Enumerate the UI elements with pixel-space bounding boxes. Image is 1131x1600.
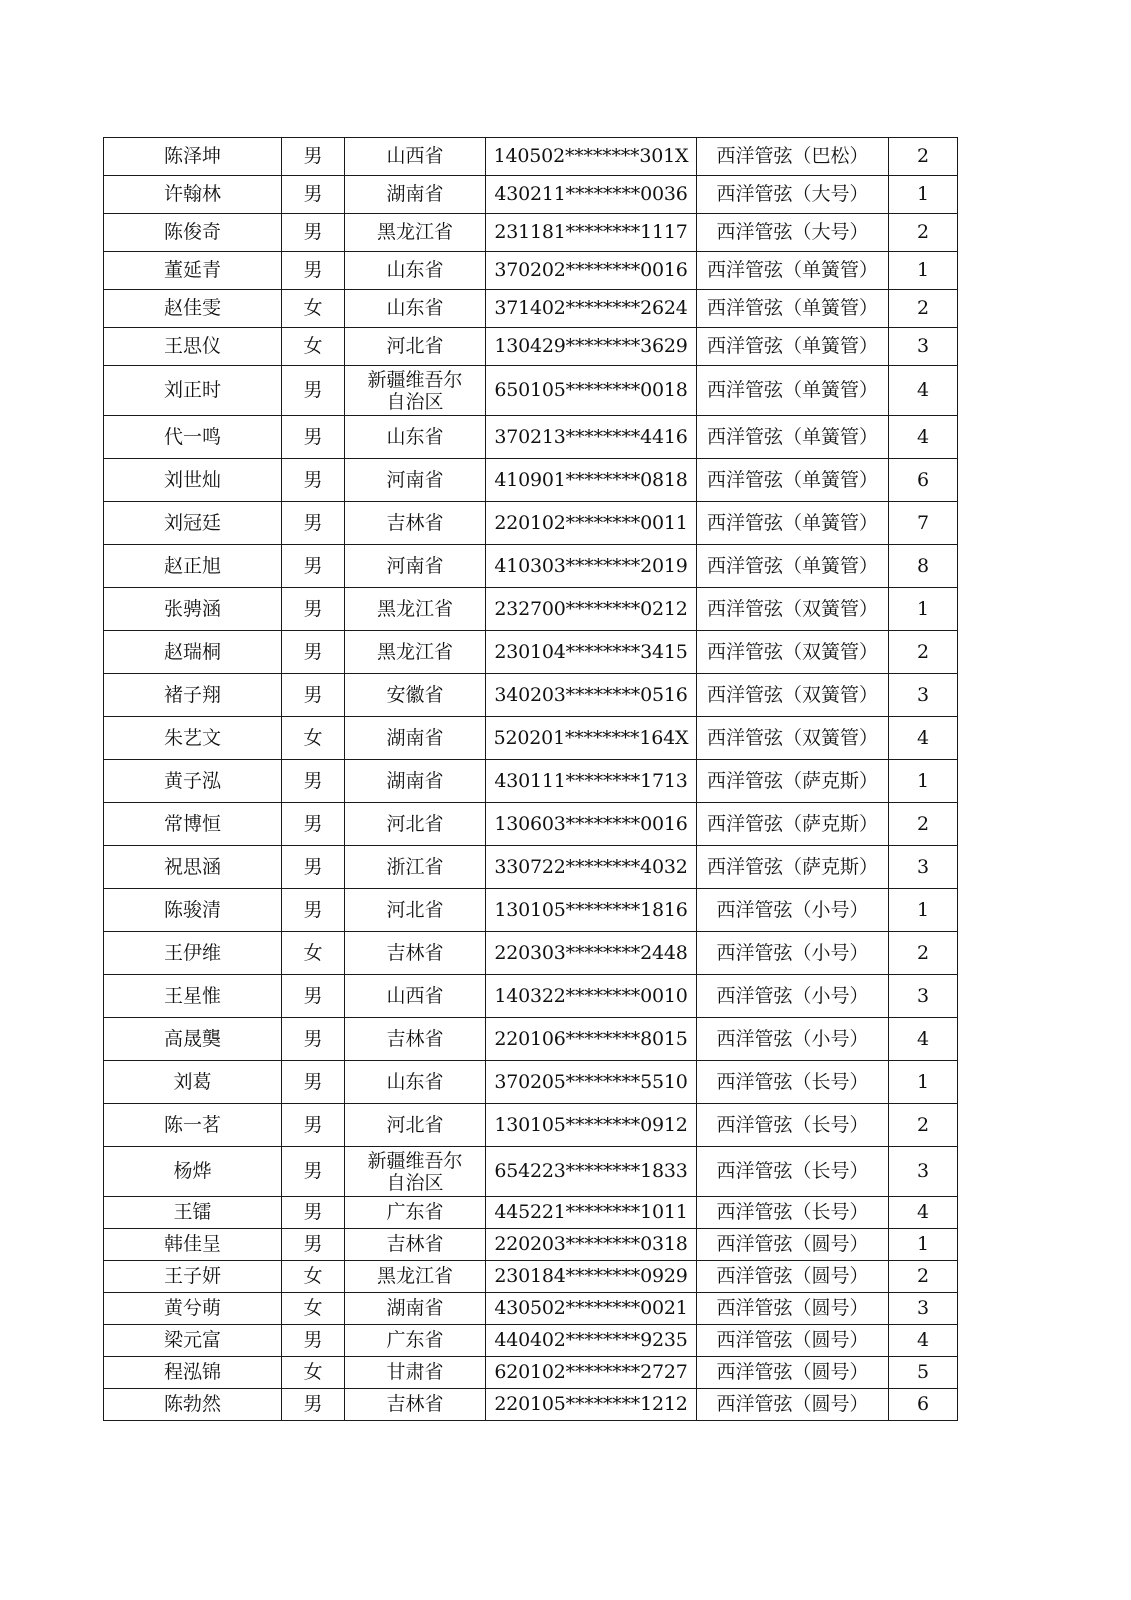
name-cell: 王星惟 (104, 975, 282, 1018)
province-line: 广东省 (386, 1329, 444, 1351)
id-number-cell: 410901********0818 (486, 459, 697, 502)
province-cell (345, 502, 486, 545)
name-cell: 朱艺文 (104, 717, 282, 760)
name-cell: 赵正旭 (104, 545, 282, 588)
id-number-cell: 410303********2019 (486, 545, 697, 588)
province-line: 安徽省 (386, 683, 444, 706)
gender-cell: 男 (282, 889, 345, 932)
rank-cell: 3 (889, 1147, 958, 1197)
province-line: 吉林省 (386, 511, 444, 534)
instrument-cell: 西洋管弦（双簧管） (697, 631, 889, 674)
province-line: 山东省 (386, 425, 444, 448)
province-cell (345, 932, 486, 975)
gender-cell: 女 (282, 1293, 345, 1325)
instrument-cell: 西洋管弦（长号） (697, 1061, 889, 1104)
instrument-cell: 西洋管弦（单簧管） (697, 545, 889, 588)
id-number-cell: 520201********164X (486, 717, 697, 760)
results-table (103, 137, 958, 1421)
province-line: 河北省 (386, 898, 444, 921)
gender-cell: 女 (282, 717, 345, 760)
instrument-cell: 西洋管弦（单簧管） (697, 366, 889, 416)
instrument-cell: 西洋管弦（圆号） (697, 1261, 889, 1293)
rank-cell: 2 (889, 803, 958, 846)
name-cell: 黄子泓 (104, 760, 282, 803)
instrument-cell: 西洋管弦（圆号） (697, 1325, 889, 1357)
instrument-cell: 西洋管弦（单簧管） (697, 252, 889, 290)
rank-cell: 4 (889, 1325, 958, 1357)
gender-cell: 男 (282, 846, 345, 889)
province-line: 山东省 (386, 259, 444, 281)
name-cell: 黄兮萌 (104, 1293, 282, 1325)
id-number-cell: 220303********2448 (486, 932, 697, 975)
rank-cell: 2 (889, 1104, 958, 1147)
province-cell (345, 674, 486, 717)
table-row (104, 674, 958, 717)
id-number-cell: 620102********2727 (486, 1357, 697, 1389)
gender-cell: 男 (282, 588, 345, 631)
name-cell: 张骋涵 (104, 588, 282, 631)
rank-cell: 1 (889, 889, 958, 932)
instrument-cell: 西洋管弦（小号） (697, 975, 889, 1018)
id-number-cell: 430502********0021 (486, 1293, 697, 1325)
gender-cell: 男 (282, 252, 345, 290)
table-row (104, 328, 958, 366)
rank-cell: 4 (889, 416, 958, 459)
province-cell (345, 588, 486, 631)
id-number-cell: 445221********1011 (486, 1197, 697, 1229)
gender-cell: 男 (282, 1061, 345, 1104)
instrument-cell: 西洋管弦（单簧管） (697, 328, 889, 366)
id-number-cell: 370213********4416 (486, 416, 697, 459)
province-line: 湖南省 (386, 726, 444, 749)
gender-cell: 男 (282, 176, 345, 214)
province-cell (345, 252, 486, 290)
name-cell: 王子妍 (104, 1261, 282, 1293)
table-row (104, 1061, 958, 1104)
id-number-cell: 654223********1833 (486, 1147, 697, 1197)
instrument-cell: 西洋管弦（单簧管） (697, 459, 889, 502)
rank-cell: 4 (889, 717, 958, 760)
name-cell: 刘正时 (104, 366, 282, 416)
instrument-cell: 西洋管弦（圆号） (697, 1229, 889, 1261)
id-number-cell: 220102********0011 (486, 502, 697, 545)
id-number-cell: 371402********2624 (486, 290, 697, 328)
name-cell: 杨烨 (104, 1147, 282, 1197)
gender-cell: 男 (282, 214, 345, 252)
province-line: 黑龙江省 (376, 221, 453, 243)
name-cell: 王思仪 (104, 328, 282, 366)
table-row (104, 1325, 958, 1357)
province-line: 河南省 (386, 468, 444, 491)
province-cell (345, 846, 486, 889)
results-table-body (104, 138, 958, 1421)
province-line: 山东省 (386, 297, 444, 319)
province-line: 自治区 (386, 1171, 444, 1194)
province-cell (345, 1325, 486, 1357)
rank-cell: 1 (889, 760, 958, 803)
gender-cell: 男 (282, 975, 345, 1018)
id-number-cell: 232700********0212 (486, 588, 697, 631)
id-number-cell: 220106********8015 (486, 1018, 697, 1061)
id-number-cell: 130603********0016 (486, 803, 697, 846)
rank-cell: 8 (889, 545, 958, 588)
name-cell: 陈一茗 (104, 1104, 282, 1147)
table-row (104, 760, 958, 803)
gender-cell: 男 (282, 416, 345, 459)
table-row (104, 889, 958, 932)
instrument-cell: 西洋管弦（萨克斯） (697, 760, 889, 803)
rank-cell: 2 (889, 932, 958, 975)
id-number-cell: 340203********0516 (486, 674, 697, 717)
province-line: 新疆维吾尔 (367, 368, 463, 391)
instrument-cell: 西洋管弦（双簧管） (697, 717, 889, 760)
table-row (104, 1018, 958, 1061)
id-number-cell: 130105********1816 (486, 889, 697, 932)
rank-cell: 3 (889, 846, 958, 889)
rank-cell: 3 (889, 975, 958, 1018)
instrument-cell: 西洋管弦（小号） (697, 1018, 889, 1061)
id-number-cell: 230184********0929 (486, 1261, 697, 1293)
table-row (104, 631, 958, 674)
rank-cell: 7 (889, 502, 958, 545)
table-row (104, 932, 958, 975)
name-cell: 梁元富 (104, 1325, 282, 1357)
rank-cell: 2 (889, 214, 958, 252)
gender-cell: 男 (282, 1325, 345, 1357)
instrument-cell: 西洋管弦（小号） (697, 889, 889, 932)
name-cell: 刘冠廷 (104, 502, 282, 545)
rank-cell: 2 (889, 1261, 958, 1293)
rank-cell: 5 (889, 1357, 958, 1389)
province-cell (345, 889, 486, 932)
gender-cell: 男 (282, 1018, 345, 1061)
id-number-cell: 220105********1212 (486, 1389, 697, 1421)
gender-cell: 男 (282, 1389, 345, 1421)
province-line: 吉林省 (386, 1027, 444, 1050)
province-line: 新疆维吾尔 (367, 1149, 463, 1172)
province-line: 河南省 (386, 554, 444, 577)
rank-cell: 1 (889, 1229, 958, 1261)
gender-cell: 男 (282, 631, 345, 674)
province-cell (345, 545, 486, 588)
rank-cell: 1 (889, 252, 958, 290)
id-number-cell: 220203********0318 (486, 1229, 697, 1261)
province-line: 河北省 (386, 1113, 444, 1136)
province-cell (345, 328, 486, 366)
table-row (104, 803, 958, 846)
gender-cell: 女 (282, 932, 345, 975)
id-number-cell: 230104********3415 (486, 631, 697, 674)
instrument-cell: 西洋管弦（双簧管） (697, 588, 889, 631)
instrument-cell: 西洋管弦（单簧管） (697, 416, 889, 459)
id-number-cell: 430111********1713 (486, 760, 697, 803)
province-cell (345, 366, 486, 416)
id-number-cell: 370205********5510 (486, 1061, 697, 1104)
gender-cell: 女 (282, 328, 345, 366)
province-cell (345, 760, 486, 803)
gender-cell: 男 (282, 760, 345, 803)
id-number-cell: 130105********0912 (486, 1104, 697, 1147)
name-cell: 刘葛 (104, 1061, 282, 1104)
name-cell: 祝思涵 (104, 846, 282, 889)
instrument-cell: 西洋管弦（小号） (697, 932, 889, 975)
province-line: 湖南省 (386, 769, 444, 792)
province-cell (345, 1197, 486, 1229)
rank-cell: 2 (889, 138, 958, 176)
id-number-cell: 430211********0036 (486, 176, 697, 214)
province-cell (345, 176, 486, 214)
rank-cell: 1 (889, 1061, 958, 1104)
rank-cell: 2 (889, 290, 958, 328)
gender-cell: 男 (282, 1104, 345, 1147)
province-line: 黑龙江省 (376, 640, 453, 663)
rank-cell: 3 (889, 1293, 958, 1325)
instrument-cell: 西洋管弦（单簧管） (697, 502, 889, 545)
gender-cell: 男 (282, 545, 345, 588)
gender-cell: 男 (282, 1197, 345, 1229)
province-cell (345, 1293, 486, 1325)
id-number-cell: 650105********0018 (486, 366, 697, 416)
instrument-cell: 西洋管弦（萨克斯） (697, 803, 889, 846)
instrument-cell: 西洋管弦（长号） (697, 1104, 889, 1147)
instrument-cell: 西洋管弦（长号） (697, 1197, 889, 1229)
province-cell (345, 214, 486, 252)
rank-cell: 1 (889, 588, 958, 631)
gender-cell: 女 (282, 1357, 345, 1389)
province-line: 河北省 (386, 812, 444, 835)
table-row (104, 1197, 958, 1229)
name-cell: 赵佳雯 (104, 290, 282, 328)
province-cell (345, 459, 486, 502)
province-cell (345, 1229, 486, 1261)
instrument-cell: 西洋管弦（萨克斯） (697, 846, 889, 889)
gender-cell: 男 (282, 138, 345, 176)
province-line: 山西省 (386, 145, 444, 167)
province-line: 山东省 (386, 1070, 444, 1093)
province-cell (345, 1389, 486, 1421)
gender-cell: 男 (282, 459, 345, 502)
name-cell: 陈骏清 (104, 889, 282, 932)
gender-cell: 女 (282, 1261, 345, 1293)
province-cell (345, 1104, 486, 1147)
name-cell: 陈泽坤 (104, 138, 282, 176)
province-cell (345, 416, 486, 459)
province-line: 广东省 (386, 1201, 444, 1223)
instrument-cell: 西洋管弦（大号） (697, 176, 889, 214)
name-cell: 刘世灿 (104, 459, 282, 502)
rank-cell: 4 (889, 366, 958, 416)
province-line: 自治区 (386, 390, 444, 413)
province-line: 湖南省 (386, 183, 444, 205)
table-row (104, 138, 958, 176)
name-cell: 董延青 (104, 252, 282, 290)
gender-cell: 男 (282, 1229, 345, 1261)
id-number-cell: 370202********0016 (486, 252, 697, 290)
id-number-cell: 231181********1117 (486, 214, 697, 252)
province-line: 山西省 (386, 984, 444, 1007)
province-cell (345, 1357, 486, 1389)
name-cell: 赵瑞桐 (104, 631, 282, 674)
table-row (104, 1229, 958, 1261)
table-row (104, 366, 958, 416)
table-row (104, 1261, 958, 1293)
instrument-cell: 西洋管弦（单簧管） (697, 290, 889, 328)
province-cell (345, 975, 486, 1018)
province-line: 吉林省 (386, 941, 444, 964)
province-cell (345, 803, 486, 846)
table-row (104, 502, 958, 545)
province-cell (345, 138, 486, 176)
rank-cell: 1 (889, 176, 958, 214)
id-number-cell: 130429********3629 (486, 328, 697, 366)
instrument-cell: 西洋管弦（双簧管） (697, 674, 889, 717)
table-row (104, 1389, 958, 1421)
rank-cell: 4 (889, 1197, 958, 1229)
table-row (104, 214, 958, 252)
rank-cell: 3 (889, 328, 958, 366)
table-row (104, 416, 958, 459)
gender-cell: 男 (282, 366, 345, 416)
instrument-cell: 西洋管弦（圆号） (697, 1293, 889, 1325)
table-row (104, 1357, 958, 1389)
province-cell (345, 1261, 486, 1293)
province-line: 甘肃省 (386, 1361, 444, 1383)
gender-cell: 男 (282, 803, 345, 846)
instrument-cell: 西洋管弦（巴松） (697, 138, 889, 176)
rank-cell: 4 (889, 1018, 958, 1061)
instrument-cell: 西洋管弦（圆号） (697, 1389, 889, 1421)
gender-cell: 男 (282, 674, 345, 717)
instrument-cell: 西洋管弦（长号） (697, 1147, 889, 1197)
id-number-cell: 140322********0010 (486, 975, 697, 1018)
table-row (104, 717, 958, 760)
name-cell: 常博恒 (104, 803, 282, 846)
province-cell (345, 1061, 486, 1104)
name-cell: 韩佳呈 (104, 1229, 282, 1261)
province-cell (345, 1147, 486, 1197)
name-cell: 许翰林 (104, 176, 282, 214)
instrument-cell: 西洋管弦（圆号） (697, 1357, 889, 1389)
table-row (104, 1293, 958, 1325)
table-row (104, 975, 958, 1018)
gender-cell: 女 (282, 290, 345, 328)
table-row (104, 1104, 958, 1147)
province-line: 吉林省 (386, 1393, 444, 1415)
province-cell (345, 1018, 486, 1061)
province-line: 浙江省 (386, 855, 444, 878)
rank-cell: 3 (889, 674, 958, 717)
province-line: 吉林省 (386, 1233, 444, 1255)
name-cell: 王镭 (104, 1197, 282, 1229)
gender-cell: 男 (282, 502, 345, 545)
rank-cell: 6 (889, 459, 958, 502)
province-cell (345, 290, 486, 328)
id-number-cell: 330722********4032 (486, 846, 697, 889)
province-line: 湖南省 (386, 1297, 444, 1319)
table-row (104, 846, 958, 889)
table-row (104, 1147, 958, 1197)
table-row (104, 252, 958, 290)
name-cell: 高晟龑 (104, 1018, 282, 1061)
name-cell: 王伊维 (104, 932, 282, 975)
province-cell (345, 717, 486, 760)
table-row (104, 290, 958, 328)
province-line: 黑龙江省 (376, 597, 453, 620)
rank-cell: 2 (889, 631, 958, 674)
gender-cell: 男 (282, 1147, 345, 1197)
instrument-cell: 西洋管弦（大号） (697, 214, 889, 252)
id-number-cell: 440402********9235 (486, 1325, 697, 1357)
id-number-cell: 140502********301X (486, 138, 697, 176)
table-row (104, 176, 958, 214)
name-cell: 褚子翔 (104, 674, 282, 717)
rank-cell: 6 (889, 1389, 958, 1421)
name-cell: 代一鸣 (104, 416, 282, 459)
table-row (104, 545, 958, 588)
name-cell: 陈勃然 (104, 1389, 282, 1421)
table-row (104, 588, 958, 631)
name-cell: 陈俊奇 (104, 214, 282, 252)
table-row (104, 459, 958, 502)
name-cell: 程泓锦 (104, 1357, 282, 1389)
province-cell (345, 631, 486, 674)
province-line: 河北省 (386, 335, 444, 357)
province-line: 黑龙江省 (376, 1265, 453, 1287)
